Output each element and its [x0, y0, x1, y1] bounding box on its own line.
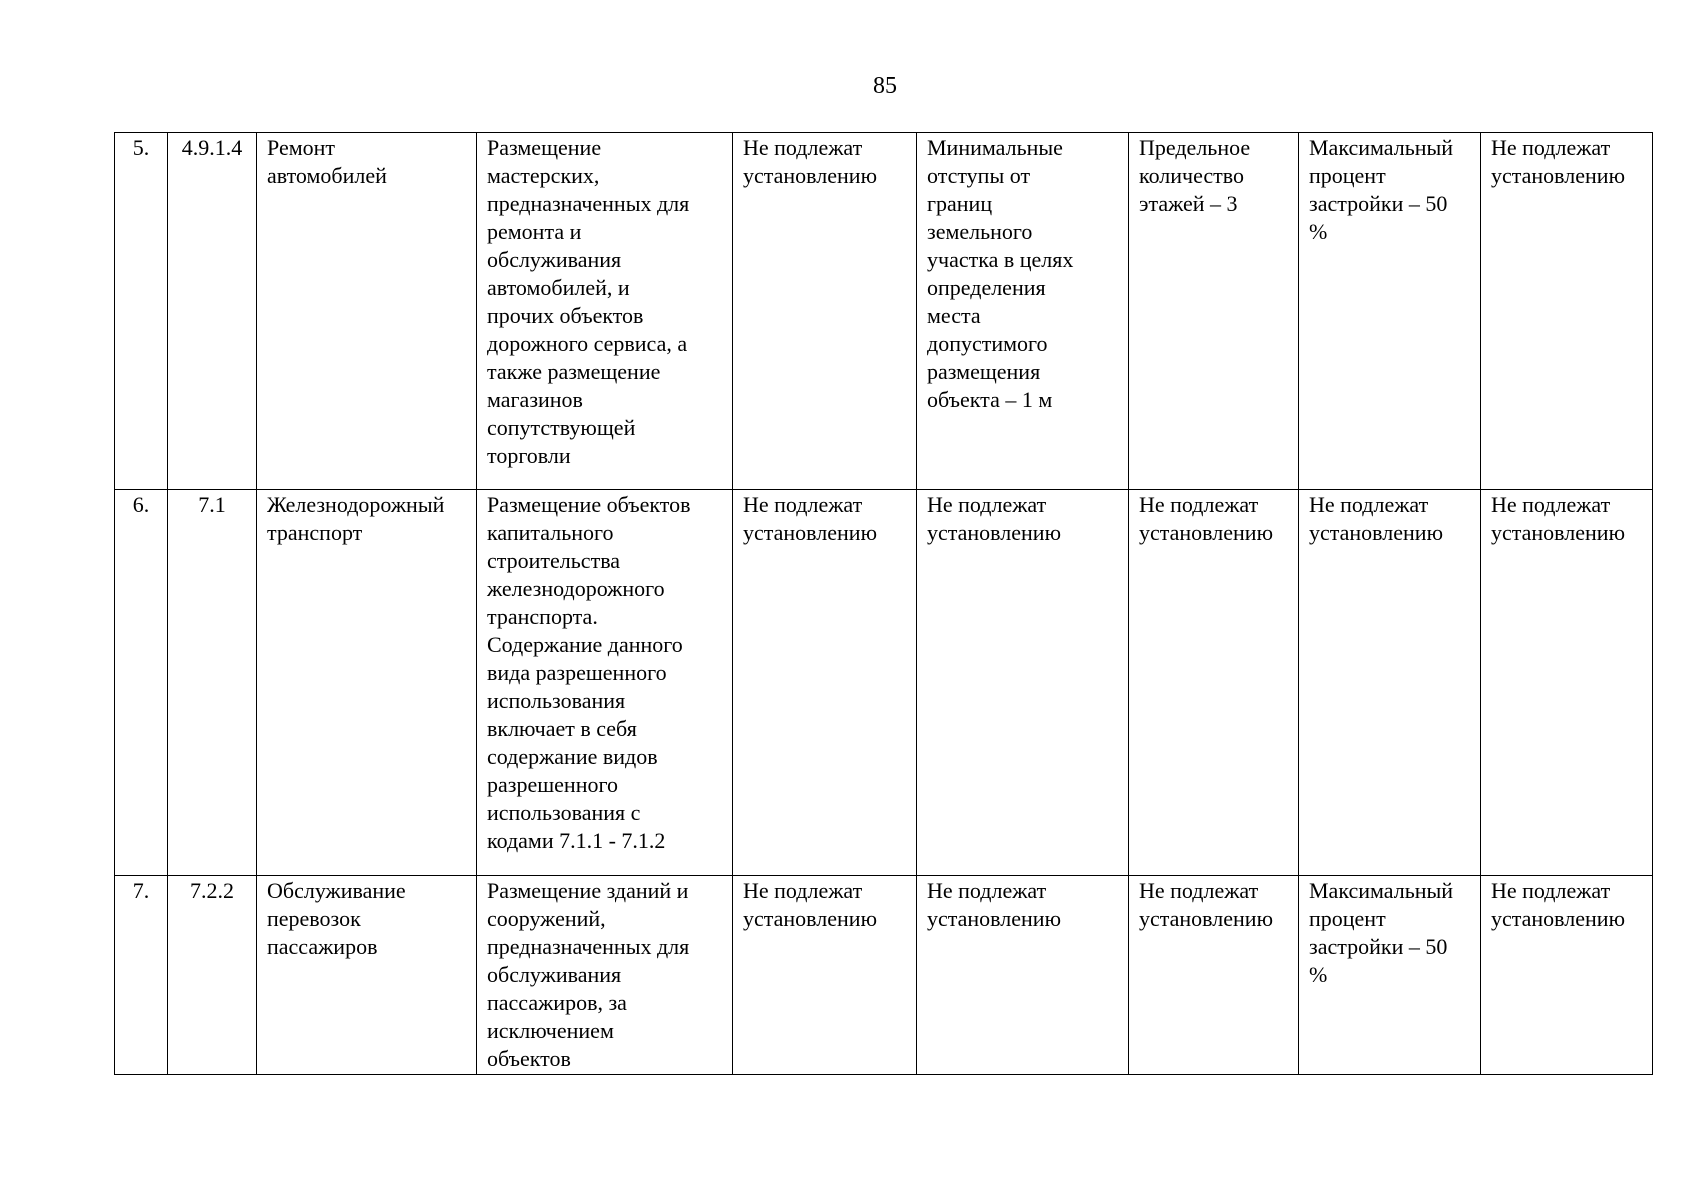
use-description-cell: Размещение объектов капитального строительства железнодорожного транспорта. Содержание данного вида разрешенного использования включает в себя содержание видов разрешенного использования с кодами 7.1.1 - 7.1.2 — [477, 490, 733, 876]
use-code-cell: 7.2.2 — [168, 876, 257, 1075]
parameter-cell: Максимальный процент застройки – 50 % — [1299, 876, 1481, 1075]
use-name-cell: Обслуживание перевозок пассажиров — [257, 876, 477, 1075]
parameter-cell: Не подлежат установлению — [1129, 490, 1299, 876]
parameter-cell: Не подлежат установлению — [917, 490, 1129, 876]
parameter-cell: Предельное количество этажей – 3 — [1129, 133, 1299, 490]
regulations-table — [114, 132, 1653, 1075]
row-number-cell: 5. — [115, 133, 168, 490]
parameter-cell: Не подлежат установлению — [1129, 876, 1299, 1075]
parameter-cell: Не подлежат установлению — [1481, 490, 1653, 876]
use-description-cell: Размещение мастерских, предназначенных для ремонта и обслуживания автомобилей, и прочих объектов дорожного сервиса, а также размещение магазинов сопутствующей торговли — [477, 133, 733, 490]
use-description-cell: Размещение зданий и сооружений, предназначенных для обслуживания пассажиров, за исключением объектов — [477, 876, 733, 1075]
parameter-cell: Минимальные отступы от границ земельного участка в целях определения места допустимого размещения объекта – 1 м — [917, 133, 1129, 490]
table-row — [115, 490, 1653, 876]
row-number-cell: 7. — [115, 876, 168, 1075]
use-code-cell: 4.9.1.4 — [168, 133, 257, 490]
parameter-cell: Не подлежат установлению — [1481, 133, 1653, 490]
use-name-cell: Ремонт автомобилей — [257, 133, 477, 490]
table-row — [115, 876, 1653, 1075]
parameter-cell: Не подлежат установлению — [1299, 490, 1481, 876]
table-row — [115, 133, 1653, 490]
parameter-cell: Не подлежат установлению — [733, 876, 917, 1075]
row-number-cell: 6. — [115, 490, 168, 876]
parameter-cell: Максимальный процент застройки – 50 % — [1299, 133, 1481, 490]
page-number: 85 — [873, 73, 897, 99]
use-code-cell: 7.1 — [168, 490, 257, 876]
parameter-cell: Не подлежат установлению — [917, 876, 1129, 1075]
use-name-cell: Железнодорожный транспорт — [257, 490, 477, 876]
parameter-cell: Не подлежат установлению — [1481, 876, 1653, 1075]
parameter-cell: Не подлежат установлению — [733, 133, 917, 490]
parameter-cell: Не подлежат установлению — [733, 490, 917, 876]
